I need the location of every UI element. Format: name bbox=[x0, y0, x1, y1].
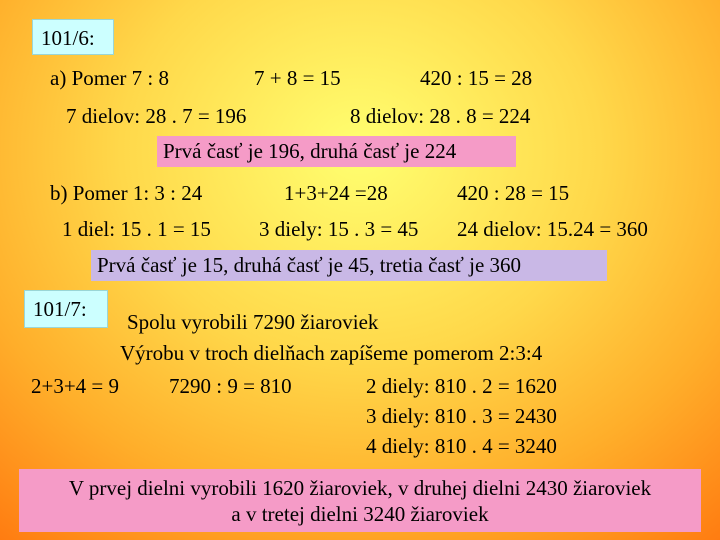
task2-answer bbox=[19, 469, 701, 532]
task2-division: 7290 : 9 = 810 bbox=[169, 374, 292, 398]
task1a-division: 420 : 15 = 28 bbox=[420, 66, 533, 90]
task2-answer-line1: V prvej dielni vyrobili 1620 žiaroviek, v druhej dielni 2430 žiaroviek bbox=[68, 476, 652, 500]
task1a-part1: 7 dielov: 28 . 7 = 196 bbox=[66, 104, 247, 128]
task2-part2: 3 diely: 810 . 3 = 2430 bbox=[366, 404, 557, 428]
task1-label: 101/6: bbox=[32, 19, 114, 55]
task2-line1: Spolu vyrobili 7290 žiaroviek bbox=[127, 310, 379, 334]
task2-sum: 2+3+4 = 9 bbox=[31, 374, 120, 398]
task2-label: 101/7: bbox=[24, 290, 108, 328]
task1b-part3: 24 dielov: 15.24 = 360 bbox=[457, 217, 648, 241]
task2-answer-line2: a v tretej dielni 3240 žiaroviek bbox=[231, 502, 489, 526]
task1b-part1: 1 diel: 15 . 1 = 15 bbox=[62, 217, 211, 241]
task1b-ratio: b) Pomer 1: 3 : 24 bbox=[50, 181, 203, 205]
task1b-division: 420 : 28 = 15 bbox=[457, 181, 570, 205]
task2-part3: 4 diely: 810 . 4 = 3240 bbox=[366, 434, 557, 458]
task1b-answer: Prvá časť je 15, druhá časť je 45, tretia časť je 360 bbox=[91, 250, 607, 281]
task1a-ratio: a) Pomer 7 : 8 bbox=[50, 66, 169, 90]
task1a-sum: 7 + 8 = 15 bbox=[254, 66, 341, 90]
task1a-answer: Prvá časť je 196, druhá časť je 224 bbox=[157, 136, 516, 167]
task2-part1: 2 diely: 810 . 2 = 1620 bbox=[366, 374, 557, 398]
task2-line2: Výrobu v troch dielňach zapíšeme pomerom 2:3:4 bbox=[120, 341, 543, 365]
task1b-part2: 3 diely: 15 . 3 = 45 bbox=[259, 217, 419, 241]
task1b-sum: 1+3+24 =28 bbox=[284, 181, 388, 205]
task1a-part2: 8 dielov: 28 . 8 = 224 bbox=[350, 104, 531, 128]
